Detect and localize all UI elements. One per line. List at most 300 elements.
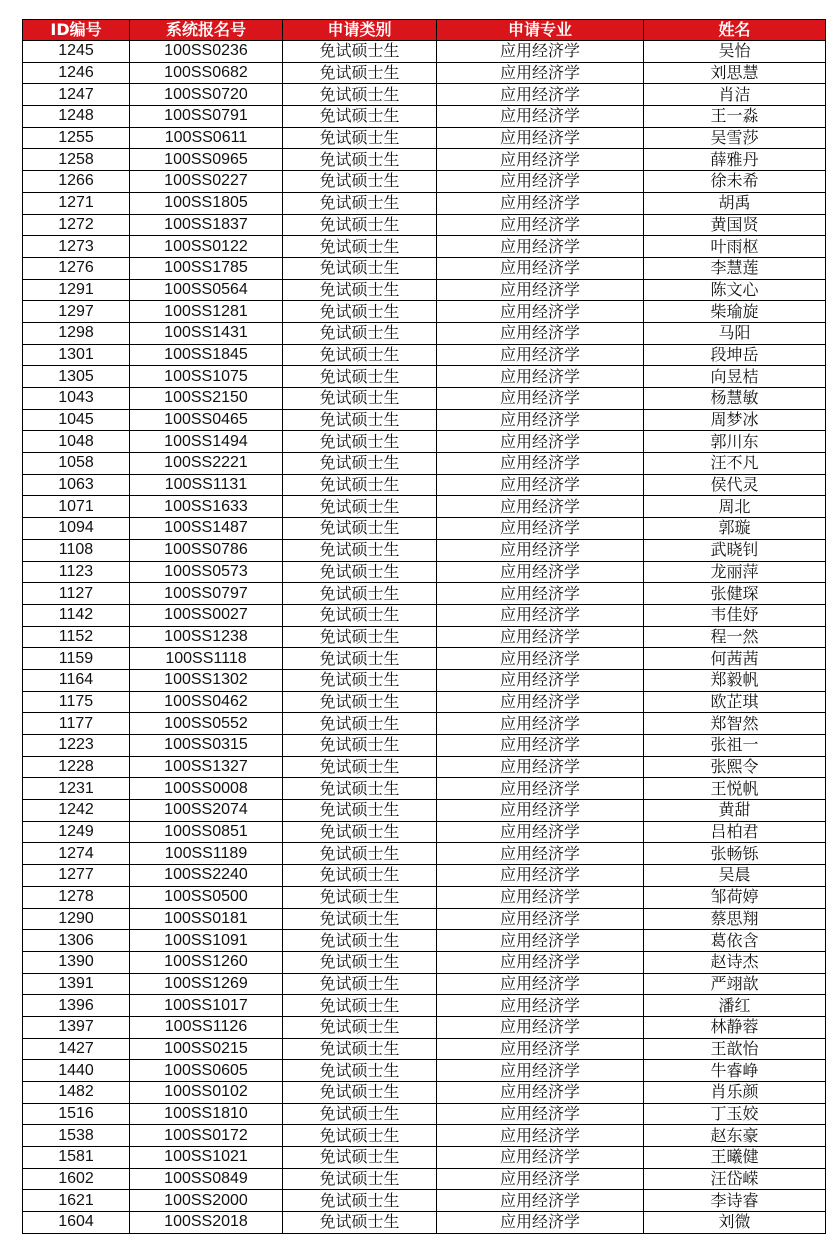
cell-id: 1223 xyxy=(23,735,130,757)
cell-application-major: 应用经济学 xyxy=(437,149,644,171)
cell-application-category: 免试硕士生 xyxy=(283,41,437,63)
cell-application-major: 应用经济学 xyxy=(437,496,644,518)
cell-application-major: 应用经济学 xyxy=(437,1212,644,1234)
cell-registration-number: 100SS0552 xyxy=(130,713,283,735)
cell-application-major: 应用经济学 xyxy=(437,821,644,843)
cell-registration-number: 100SS2150 xyxy=(130,388,283,410)
cell-name: 薛雅丹 xyxy=(644,149,826,171)
cell-registration-number: 100SS0215 xyxy=(130,1038,283,1060)
cell-application-major: 应用经济学 xyxy=(437,127,644,149)
table-row xyxy=(23,778,826,800)
cell-application-major: 应用经济学 xyxy=(437,1147,644,1169)
cell-name: 程一然 xyxy=(644,626,826,648)
cell-name: 张祖一 xyxy=(644,735,826,757)
cell-application-major: 应用经济学 xyxy=(437,84,644,106)
cell-registration-number: 100SS0465 xyxy=(130,409,283,431)
cell-id: 1108 xyxy=(23,539,130,561)
cell-name: 吕柏君 xyxy=(644,821,826,843)
table-row xyxy=(23,539,826,561)
cell-registration-number: 100SS0797 xyxy=(130,583,283,605)
cell-id: 1058 xyxy=(23,453,130,475)
table-row xyxy=(23,171,826,193)
table-row xyxy=(23,1082,826,1104)
cell-application-category: 免试硕士生 xyxy=(283,1103,437,1125)
cell-registration-number: 100SS0605 xyxy=(130,1060,283,1082)
table-row xyxy=(23,192,826,214)
cell-application-category: 免试硕士生 xyxy=(283,214,437,236)
table-row xyxy=(23,995,826,1017)
cell-name: 马阳 xyxy=(644,322,826,344)
cell-application-category: 免试硕士生 xyxy=(283,474,437,496)
cell-application-major: 应用经济学 xyxy=(437,409,644,431)
table-row xyxy=(23,951,826,973)
cell-name: 刘微 xyxy=(644,1212,826,1234)
cell-registration-number: 100SS1281 xyxy=(130,301,283,323)
cell-application-major: 应用经济学 xyxy=(437,886,644,908)
cell-name: 吴雪莎 xyxy=(644,127,826,149)
cell-name: 张熙令 xyxy=(644,756,826,778)
cell-id: 1246 xyxy=(23,62,130,84)
table-row xyxy=(23,236,826,258)
cell-name: 王悦帆 xyxy=(644,778,826,800)
cell-application-category: 免试硕士生 xyxy=(283,1082,437,1104)
cell-application-category: 免试硕士生 xyxy=(283,236,437,258)
cell-registration-number: 100SS0611 xyxy=(130,127,283,149)
cell-application-major: 应用经济学 xyxy=(437,301,644,323)
cell-name: 周梦冰 xyxy=(644,409,826,431)
cell-application-category: 免试硕士生 xyxy=(283,84,437,106)
cell-registration-number: 100SS1805 xyxy=(130,192,283,214)
cell-application-major: 应用经济学 xyxy=(437,865,644,887)
cell-application-major: 应用经济学 xyxy=(437,1125,644,1147)
cell-application-category: 免试硕士生 xyxy=(283,496,437,518)
cell-name: 李慧莲 xyxy=(644,257,826,279)
cell-application-category: 免试硕士生 xyxy=(283,257,437,279)
table-row xyxy=(23,1038,826,1060)
header-registration-number: 系统报名号 xyxy=(130,20,283,41)
cell-name: 张健琛 xyxy=(644,583,826,605)
cell-name: 向昱桔 xyxy=(644,366,826,388)
cell-application-category: 免试硕士生 xyxy=(283,691,437,713)
cell-application-category: 免试硕士生 xyxy=(283,583,437,605)
table-row xyxy=(23,1190,826,1212)
cell-application-major: 应用经济学 xyxy=(437,474,644,496)
cell-id: 1177 xyxy=(23,713,130,735)
cell-registration-number: 100SS1118 xyxy=(130,648,283,670)
cell-application-category: 免试硕士生 xyxy=(283,192,437,214)
cell-id: 1277 xyxy=(23,865,130,887)
cell-name: 牛睿峥 xyxy=(644,1060,826,1082)
cell-application-category: 免试硕士生 xyxy=(283,1125,437,1147)
cell-application-category: 免试硕士生 xyxy=(283,626,437,648)
table-row xyxy=(23,1212,826,1234)
cell-id: 1516 xyxy=(23,1103,130,1125)
cell-id: 1397 xyxy=(23,1016,130,1038)
cell-id: 1043 xyxy=(23,388,130,410)
table-row xyxy=(23,800,826,822)
cell-application-major: 应用经济学 xyxy=(437,539,644,561)
cell-application-major: 应用经济学 xyxy=(437,930,644,952)
cell-name: 黄国贤 xyxy=(644,214,826,236)
cell-application-major: 应用经济学 xyxy=(437,691,644,713)
cell-application-category: 免试硕士生 xyxy=(283,669,437,691)
cell-name: 段坤岳 xyxy=(644,344,826,366)
cell-id: 1071 xyxy=(23,496,130,518)
cell-id: 1247 xyxy=(23,84,130,106)
cell-application-major: 应用经济学 xyxy=(437,1016,644,1038)
cell-registration-number: 100SS0791 xyxy=(130,106,283,128)
cell-registration-number: 100SS2240 xyxy=(130,865,283,887)
cell-registration-number: 100SS1845 xyxy=(130,344,283,366)
table-row xyxy=(23,1125,826,1147)
table-row xyxy=(23,322,826,344)
cell-application-major: 应用经济学 xyxy=(437,257,644,279)
table-row xyxy=(23,908,826,930)
cell-registration-number: 100SS1260 xyxy=(130,951,283,973)
table-row xyxy=(23,930,826,952)
cell-registration-number: 100SS2221 xyxy=(130,453,283,475)
header-row xyxy=(23,20,826,41)
cell-application-major: 应用经济学 xyxy=(437,583,644,605)
table-row xyxy=(23,756,826,778)
cell-registration-number: 100SS2074 xyxy=(130,800,283,822)
cell-application-category: 免试硕士生 xyxy=(283,735,437,757)
cell-application-major: 应用经济学 xyxy=(437,973,644,995)
cell-application-major: 应用经济学 xyxy=(437,1190,644,1212)
cell-name: 吴晨 xyxy=(644,865,826,887)
cell-id: 1249 xyxy=(23,821,130,843)
cell-name: 黄甜 xyxy=(644,800,826,822)
cell-application-category: 免试硕士生 xyxy=(283,1016,437,1038)
cell-application-category: 免试硕士生 xyxy=(283,279,437,301)
cell-name: 何茜茜 xyxy=(644,648,826,670)
cell-id: 1231 xyxy=(23,778,130,800)
cell-application-major: 应用经济学 xyxy=(437,236,644,258)
cell-name: 张畅铄 xyxy=(644,843,826,865)
table-row xyxy=(23,279,826,301)
table-row xyxy=(23,1103,826,1125)
cell-registration-number: 100SS0227 xyxy=(130,171,283,193)
cell-name: 周北 xyxy=(644,496,826,518)
table-row xyxy=(23,409,826,431)
header-application-major: 申请专业 xyxy=(437,20,644,41)
cell-registration-number: 100SS0236 xyxy=(130,41,283,63)
cell-application-category: 免试硕士生 xyxy=(283,800,437,822)
cell-application-category: 免试硕士生 xyxy=(283,604,437,626)
cell-application-category: 免试硕士生 xyxy=(283,1190,437,1212)
cell-id: 1274 xyxy=(23,843,130,865)
cell-name: 陈文心 xyxy=(644,279,826,301)
cell-name: 欧芷琪 xyxy=(644,691,826,713)
cell-application-category: 免试硕士生 xyxy=(283,62,437,84)
cell-name: 柴瑜旋 xyxy=(644,301,826,323)
table-row xyxy=(23,669,826,691)
cell-registration-number: 100SS1075 xyxy=(130,366,283,388)
cell-registration-number: 100SS1126 xyxy=(130,1016,283,1038)
table-row xyxy=(23,583,826,605)
cell-id: 1297 xyxy=(23,301,130,323)
table-row xyxy=(23,214,826,236)
table-row xyxy=(23,84,826,106)
table-row xyxy=(23,518,826,540)
cell-application-category: 免试硕士生 xyxy=(283,1212,437,1234)
cell-application-major: 应用经济学 xyxy=(437,995,644,1017)
cell-application-category: 免试硕士生 xyxy=(283,539,437,561)
cell-id: 1290 xyxy=(23,908,130,930)
cell-application-category: 免试硕士生 xyxy=(283,1060,437,1082)
cell-application-category: 免试硕士生 xyxy=(283,431,437,453)
cell-registration-number: 100SS0027 xyxy=(130,604,283,626)
cell-registration-number: 100SS0462 xyxy=(130,691,283,713)
cell-id: 1228 xyxy=(23,756,130,778)
cell-id: 1305 xyxy=(23,366,130,388)
cell-id: 1604 xyxy=(23,1212,130,1234)
table-row xyxy=(23,648,826,670)
cell-registration-number: 100SS1302 xyxy=(130,669,283,691)
cell-application-category: 免试硕士生 xyxy=(283,518,437,540)
cell-id: 1048 xyxy=(23,431,130,453)
table-row xyxy=(23,344,826,366)
cell-name: 吴怡 xyxy=(644,41,826,63)
table-row xyxy=(23,604,826,626)
cell-id: 1301 xyxy=(23,344,130,366)
cell-application-major: 应用经济学 xyxy=(437,626,644,648)
table-row xyxy=(23,149,826,171)
cell-application-category: 免试硕士生 xyxy=(283,127,437,149)
cell-registration-number: 100SS0122 xyxy=(130,236,283,258)
cell-application-category: 免试硕士生 xyxy=(283,951,437,973)
cell-application-category: 免试硕士生 xyxy=(283,561,437,583)
cell-application-category: 免试硕士生 xyxy=(283,778,437,800)
cell-registration-number: 100SS1021 xyxy=(130,1147,283,1169)
header-id: ID编号 xyxy=(23,20,130,41)
cell-application-major: 应用经济学 xyxy=(437,366,644,388)
cell-name: 李诗睿 xyxy=(644,1190,826,1212)
cell-id: 1094 xyxy=(23,518,130,540)
cell-registration-number: 100SS0682 xyxy=(130,62,283,84)
cell-application-major: 应用经济学 xyxy=(437,756,644,778)
cell-id: 1159 xyxy=(23,648,130,670)
cell-id: 1391 xyxy=(23,973,130,995)
cell-application-category: 免试硕士生 xyxy=(283,149,437,171)
cell-id: 1045 xyxy=(23,409,130,431)
table-row xyxy=(23,691,826,713)
cell-application-category: 免试硕士生 xyxy=(283,648,437,670)
cell-application-major: 应用经济学 xyxy=(437,561,644,583)
cell-id: 1248 xyxy=(23,106,130,128)
cell-name: 赵诗杰 xyxy=(644,951,826,973)
cell-id: 1621 xyxy=(23,1190,130,1212)
cell-registration-number: 100SS0851 xyxy=(130,821,283,843)
cell-registration-number: 100SS1785 xyxy=(130,257,283,279)
cell-application-major: 应用经济学 xyxy=(437,1103,644,1125)
cell-application-category: 免试硕士生 xyxy=(283,409,437,431)
cell-id: 1266 xyxy=(23,171,130,193)
cell-registration-number: 100SS1633 xyxy=(130,496,283,518)
cell-name: 韦佳妤 xyxy=(644,604,826,626)
cell-id: 1390 xyxy=(23,951,130,973)
cell-application-category: 免试硕士生 xyxy=(283,344,437,366)
cell-name: 胡禹 xyxy=(644,192,826,214)
cell-registration-number: 100SS1091 xyxy=(130,930,283,952)
cell-application-major: 应用经济学 xyxy=(437,322,644,344)
table-row xyxy=(23,388,826,410)
table-row xyxy=(23,106,826,128)
cell-id: 1291 xyxy=(23,279,130,301)
cell-application-category: 免试硕士生 xyxy=(283,453,437,475)
cell-application-category: 免试硕士生 xyxy=(283,865,437,887)
cell-id: 1255 xyxy=(23,127,130,149)
cell-application-major: 应用经济学 xyxy=(437,214,644,236)
cell-name: 武晓钊 xyxy=(644,539,826,561)
cell-name: 汪岱嵘 xyxy=(644,1168,826,1190)
table-row xyxy=(23,1016,826,1038)
cell-application-major: 应用经济学 xyxy=(437,106,644,128)
table-row xyxy=(23,713,826,735)
cell-id: 1164 xyxy=(23,669,130,691)
table-row xyxy=(23,1147,826,1169)
table-row xyxy=(23,886,826,908)
cell-id: 1245 xyxy=(23,41,130,63)
cell-registration-number: 100SS0172 xyxy=(130,1125,283,1147)
cell-registration-number: 100SS0965 xyxy=(130,149,283,171)
cell-id: 1272 xyxy=(23,214,130,236)
cell-id: 1482 xyxy=(23,1082,130,1104)
header-application-category: 申请类别 xyxy=(283,20,437,41)
cell-application-category: 免试硕士生 xyxy=(283,930,437,952)
table-row xyxy=(23,1060,826,1082)
cell-id: 1276 xyxy=(23,257,130,279)
cell-registration-number: 100SS1810 xyxy=(130,1103,283,1125)
cell-name: 郭璇 xyxy=(644,518,826,540)
cell-name: 徐未希 xyxy=(644,171,826,193)
cell-application-category: 免试硕士生 xyxy=(283,1038,437,1060)
cell-application-category: 免试硕士生 xyxy=(283,886,437,908)
cell-name: 杨慧敏 xyxy=(644,388,826,410)
cell-id: 1538 xyxy=(23,1125,130,1147)
cell-application-category: 免试硕士生 xyxy=(283,995,437,1017)
cell-application-major: 应用经济学 xyxy=(437,669,644,691)
cell-name: 汪不凡 xyxy=(644,453,826,475)
cell-id: 1581 xyxy=(23,1147,130,1169)
cell-registration-number: 100SS0181 xyxy=(130,908,283,930)
cell-name: 王曦健 xyxy=(644,1147,826,1169)
table-row xyxy=(23,626,826,648)
cell-id: 1278 xyxy=(23,886,130,908)
cell-id: 1427 xyxy=(23,1038,130,1060)
cell-application-category: 免试硕士生 xyxy=(283,301,437,323)
cell-application-major: 应用经济学 xyxy=(437,1038,644,1060)
table-row xyxy=(23,431,826,453)
cell-registration-number: 100SS1487 xyxy=(130,518,283,540)
cell-application-major: 应用经济学 xyxy=(437,431,644,453)
cell-application-major: 应用经济学 xyxy=(437,388,644,410)
cell-id: 1273 xyxy=(23,236,130,258)
cell-registration-number: 100SS1837 xyxy=(130,214,283,236)
cell-id: 1127 xyxy=(23,583,130,605)
cell-id: 1306 xyxy=(23,930,130,952)
cell-application-category: 免试硕士生 xyxy=(283,171,437,193)
cell-application-major: 应用经济学 xyxy=(437,648,644,670)
cell-application-category: 免试硕士生 xyxy=(283,973,437,995)
cell-id: 1063 xyxy=(23,474,130,496)
cell-registration-number: 100SS1017 xyxy=(130,995,283,1017)
admission-list-table xyxy=(22,19,826,1234)
cell-application-major: 应用经济学 xyxy=(437,344,644,366)
table-row xyxy=(23,821,826,843)
cell-registration-number: 100SS2000 xyxy=(130,1190,283,1212)
cell-application-major: 应用经济学 xyxy=(437,604,644,626)
cell-registration-number: 100SS0315 xyxy=(130,735,283,757)
cell-registration-number: 100SS2018 xyxy=(130,1212,283,1234)
table-row xyxy=(23,843,826,865)
cell-application-category: 免试硕士生 xyxy=(283,843,437,865)
cell-id: 1271 xyxy=(23,192,130,214)
cell-application-major: 应用经济学 xyxy=(437,453,644,475)
cell-application-major: 应用经济学 xyxy=(437,1168,644,1190)
cell-id: 1142 xyxy=(23,604,130,626)
cell-id: 1602 xyxy=(23,1168,130,1190)
cell-registration-number: 100SS1327 xyxy=(130,756,283,778)
cell-application-category: 免试硕士生 xyxy=(283,1168,437,1190)
table-row xyxy=(23,474,826,496)
cell-registration-number: 100SS1238 xyxy=(130,626,283,648)
table-row xyxy=(23,301,826,323)
cell-registration-number: 100SS1131 xyxy=(130,474,283,496)
cell-application-major: 应用经济学 xyxy=(437,800,644,822)
header-name: 姓名 xyxy=(644,20,826,41)
table-row xyxy=(23,41,826,63)
table-row xyxy=(23,453,826,475)
cell-name: 王歆怡 xyxy=(644,1038,826,1060)
cell-application-major: 应用经济学 xyxy=(437,951,644,973)
cell-name: 郭川东 xyxy=(644,431,826,453)
cell-name: 郑智然 xyxy=(644,713,826,735)
cell-registration-number: 100SS0564 xyxy=(130,279,283,301)
cell-name: 叶雨枢 xyxy=(644,236,826,258)
cell-application-major: 应用经济学 xyxy=(437,1082,644,1104)
cell-id: 1258 xyxy=(23,149,130,171)
cell-name: 潘红 xyxy=(644,995,826,1017)
cell-application-major: 应用经济学 xyxy=(437,518,644,540)
cell-registration-number: 100SS0849 xyxy=(130,1168,283,1190)
cell-name: 严翊歆 xyxy=(644,973,826,995)
table-row xyxy=(23,973,826,995)
cell-application-category: 免试硕士生 xyxy=(283,1147,437,1169)
cell-name: 邹荷婷 xyxy=(644,886,826,908)
table-row xyxy=(23,865,826,887)
cell-name: 郑毅帆 xyxy=(644,669,826,691)
cell-name: 林静蓉 xyxy=(644,1016,826,1038)
cell-application-category: 免试硕士生 xyxy=(283,366,437,388)
cell-application-major: 应用经济学 xyxy=(437,1060,644,1082)
cell-application-major: 应用经济学 xyxy=(437,279,644,301)
cell-name: 肖洁 xyxy=(644,84,826,106)
cell-registration-number: 100SS1494 xyxy=(130,431,283,453)
cell-application-category: 免试硕士生 xyxy=(283,388,437,410)
table-row xyxy=(23,1168,826,1190)
cell-application-major: 应用经济学 xyxy=(437,908,644,930)
cell-id: 1123 xyxy=(23,561,130,583)
cell-application-category: 免试硕士生 xyxy=(283,821,437,843)
cell-id: 1175 xyxy=(23,691,130,713)
cell-registration-number: 100SS1189 xyxy=(130,843,283,865)
cell-registration-number: 100SS0786 xyxy=(130,539,283,561)
cell-application-category: 免试硕士生 xyxy=(283,713,437,735)
cell-application-category: 免试硕士生 xyxy=(283,908,437,930)
cell-registration-number: 100SS0573 xyxy=(130,561,283,583)
cell-name: 蔡思翔 xyxy=(644,908,826,930)
